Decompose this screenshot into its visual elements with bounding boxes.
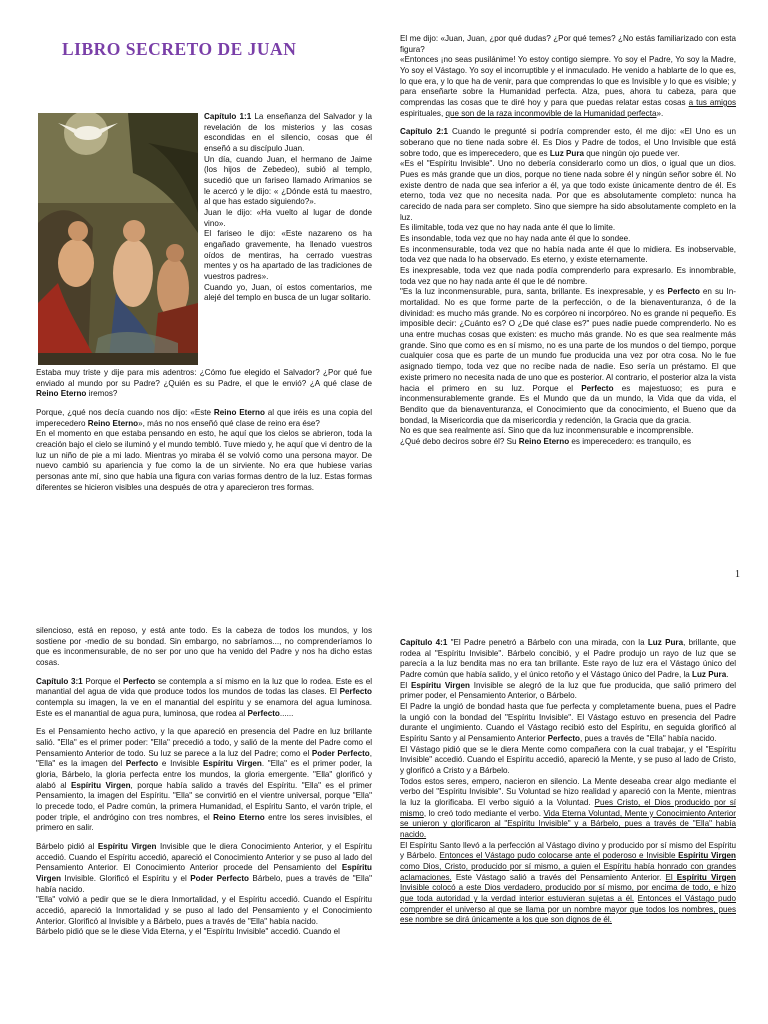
chapter-1-intro <box>204 112 372 304</box>
right-column-page-1 <box>400 34 736 448</box>
paragraph: Porque, ¿qué nos decía cuando nos dijo: «Este Reino Eterno al que iréis es una copia del imperecedero Reino Eterno», más no nos enseñó qué clase de reino era ése? <box>36 408 372 428</box>
page-number: 1 <box>735 569 740 580</box>
paragraph: Es el Pensamiento hecho activo, y la que apareció en presencia del Padre en luz brillante salió. "Ella" es el primer poder: "Ella" precedió a todo, y salió de la mente del Padre como el Pensamiento Anterior de todo. Su luz se parece a la luz del Padre; como el Poder Perfecto, "Ella" es la imagen del Perfecto e Invisible Espíritu Virgen. "Ella" es el primer poder, la gloria, Bárbelo, la gloria perfecta entre los mundos, la gloria emergente. "Ella" glorificó y alabó al Espíritu Virgen, porque había salido a través del Espíritu. "Ella" es el primer Pensamiento, la imagen del Espíritu. "Ella" se convirtió en el vientre universal, porque "Ella" lo precede todo, el Padre común, la primera Humanidad, el Espíritu Santo, el varón triple, el poder triple, el andrógino con tres nombres, el Reino Eterno entre los seres invisibles, el primero en salir. <box>36 727 373 833</box>
paragraph: Cuando yo, Juan, oí estos comentarios, me alejé del templo en busca de un lugar solitario. <box>204 282 372 303</box>
right-column-page-2 <box>400 638 736 926</box>
paragraph: Capítulo 4:1 "El Padre penetró a Bárbelo con una mirada, con la Luz Pura, brillante, que rodea al "Espíritu Invisible". Bárbelo concibió, y el Padre produjo un rayo de luz que se parecía a la luz bendita mas no era tan brillante. Este rayo de luz era el Vástago único del Padre común que había salido, y el único retoño y el Vástago único del Padre, la Luz Pura. <box>400 638 736 680</box>
left-column-page-1 <box>36 368 372 493</box>
document-title: LIBRO SECRETO DE JUAN <box>62 39 297 59</box>
paragraph: "Es la luz inconmensurable, pura, santa, brillante. Es inexpresable, y es Perfecto en su In-mortalidad. No es que forme parte de la perfección, o de la bienaventuranza, ó de la divinidad: es mucho más grande. No es corpóreo ni incorpóreo. No es grande ni pequeño. Es imposible decir: ¿Cuánto es? O ¿De qué clase es?" pues nadie puede comprenderlo. No es una entre muchas cosas que existen: es mucho más grande. No es que sea realmente más grande. Sino que como es en sí mismo, no es una parte de los mundos o del tiempo, porque cualquier cosa que es parte de un mundo fue producida una vez por otra cosa. No le fue asignado tiempo, toda vez que no recibe nada de nadie. Eso sería un préstamo. El que existe primero no necesita nada de uno que es posterior. Al contrario, el posterior alza la vista hacia el primero en su luz. Porque el Perfecto es majestuoso; es pura e inconmensurablemente grande. Es el Mundo que da un mundo, la Vida que da vida, el Bendito que da bienaventuranza, el Conocimiento que da conocimiento, el Bueno que da bondad, la Misericordia que da misericordia y redención, la Gracia que da gracia. <box>400 287 736 425</box>
paragraph: El me dijo: «Juan, Juan, ¿por qué dudas? ¿Por qué temes? ¿No estás familiarizado con esta figura? <box>400 34 736 54</box>
painting-image <box>38 113 198 365</box>
paragraph: No es que sea realmente así. Sino que da luz inconmensurable e incomprensible. <box>400 426 694 436</box>
paragraph: Es inconmensurable, toda vez que no había nada ante él que lo midiera. Es inobservable, toda vez que nada lo ha observado. Es eterno, y existe eternamente. <box>400 244 736 265</box>
paragraph <box>204 112 372 155</box>
paragraph: El Vástago pidió que se le diera Mente como compañera con la cual trabajar, y el "Espíritu Invisible" accedió. Cuando el Espíritu accedió, apareció la Mente, y se puso al lado de Cristo, y glorificó a Cristo y a Bárbelo. <box>400 744 736 776</box>
paragraph: "Ella" volvió a pedir que se le diera Inmortalidad, y el Espíritu accedió. Cuando el Espíritu accedió, apareció la Inmortalidad y se puso al lado del Pensamiento y el Conocimiento Anterior. Glorificó al Invisible y a Bárbelo, pues a través de "Ella" había nacido. <box>36 895 372 926</box>
paragraph: Bárbelo pidió al Espíritu Virgen Invisible que le diera Conocimiento Anterior, y el Espíritu accedió. Cuando el Espíritu accedió, apareció el Conocimiento Anterior y se puso al lado del Pensamiento Anterior. El Conocimiento Anterior procede del Pensamiento del Espíritu Virgen Invisible. Glorificó el Espíritu y el Poder Perfecto Bárbelo, pues a través de "Ella" había nacido. <box>36 842 373 894</box>
dove-icon <box>74 126 102 140</box>
paragraph: Es ilimitable, toda vez que no hay nada ante él que lo limite. <box>400 223 616 233</box>
paragraph: Es insondable, toda vez que no hay nada ante él que lo sondee. <box>400 234 631 244</box>
baptism-painting <box>38 113 198 365</box>
chapter-heading: Capítulo 3:1 <box>36 676 83 686</box>
paragraph: Es inexpresable, toda vez que nada podía comprenderlo para expresarlo. Es innombrable, toda vez que no hay nada ante él que le dé nombre. <box>400 266 736 286</box>
paragraph: Bárbelo pidió que se le diese Vida Eterna, y el "Espíritu Invisible" accedió. Cuando el <box>36 927 340 937</box>
paragraph: Capítulo 3:1 Porque el Perfecto se contempla a sí mismo en la luz que lo rodea. Este es el manantial del agua de vida que produce todos los mundos de todas las clases. El Perfecto contempla su imagen, la ve en el manantial del espíritu y se enamora del agua luminosa. Este es el manantial de agua pura, luminosa, que rodea al Perfecto...... <box>36 676 372 718</box>
paragraph: Capítulo 2:1 Cuando le pregunté si podría comprender esto, él me dijo: «El Uno es un soberano que no tiene nada sobre él. Es Dios y Padre de todos, el Uno Invisible que está sobre todo, que es imperecedero, que es Luz Pura que ningún ojo puede ver. <box>400 127 736 158</box>
paragraph: El fariseo le dijo: «Este nazareno os ha engañado gravemente, ha llenado vuestros oídos de mentiras, ha cerrado vuestras mentes y os ha apartado de las tradiciones de vuestros padres». <box>204 229 372 282</box>
paragraph: Estaba muy triste y dije para mis adentros: ¿Cómo fue elegido el Salvador? ¿Por qué fue enviado al mundo por su Padre? ¿Quién es su Padre, el que le envió? ¿A qué clase de Reino Eterno iremos? <box>36 368 372 399</box>
paragraph: El Padre la ungió de bondad hasta que fue perfecta y completamente buena, pues el Padre la ungió con la bondad del "Espíritu Invisible". El Vástago estuvo en presencia del Padre durante el ungimiento. Cuando el Vástago recibió esto del Espíritu, en seguida glorificó al Espíritu Santo y al Pensamiento Anterior Perfecto, pues a través de "Ella" había nacido. <box>400 702 736 744</box>
paragraph: Un día, cuando Juan, el hermano de Jaime (los hijos de Zebedeo), subió al templo, sucedió que un fariseo llamado Arimanios se le acercó y le dijo: « ¿Dónde está tu maestro, al que has estado siguiendo?». <box>204 154 372 207</box>
paragraph: ¿Qué debo deciros sobre él? Su Reino Eterno es imperecedero: es tranquilo, es <box>400 436 692 446</box>
chapter-heading: Capítulo 2:1 <box>400 127 449 137</box>
left-column-page-2 <box>36 626 372 938</box>
document-page-2 <box>0 600 768 1024</box>
paragraph: Juan le dijo: «Ha vuelto al lugar de donde vino». <box>204 208 372 228</box>
paragraph: silencioso, está en reposo, y está ante todo. Es la cabeza de todos los mundos, y los sostiene por -medio de su bondad. Sin embargo, no sabríamos..., no comprenderíamos lo que es inconmensurable, de no ser por uno que ha venido del Padre y nos ha dicho estas cosas. <box>36 626 372 668</box>
paragraph: Todos estos seres, empero, nacieron en silencio. La Mente deseaba crear algo mediante el verbo del "Espíritu Invisible". Su Voluntad se hizo realidad y apareció con la Mente, mientras la luz la glorificaba. El verbo siguió a la Voluntad. Pues Cristo, el Dios producido por sí mismo, lo creó todo mediante el verbo. Vida Eterna Voluntad, Mente y Conocimiento Anterior se unieron y glorificaron al "Espíritu Invisible" y a Bárbelo, pues a través de "Ella" había nacido. <box>400 776 737 840</box>
chapter-heading: Capítulo 1:1 <box>204 112 252 121</box>
paragraph: El Espíritu Virgen Invisible se alegró de la luz que fue producida, que salió primero del primer poder, el Pensamiento Anterior, o Bárbelo. <box>400 680 737 701</box>
paragraph: En el momento en que estaba pensando en esto, he aquí que los cielos se abrieron, toda la creación bajo el cielo se iluminó y el mundo tembló. Tuve miedo y, he aquí que vi dentro de la luz un niño de pie a mi lado. Mientras yo miraba él se volvió como una persona mayor. De nuevo cambió su apariencia y fue como la de un sirviente. No era que hubiese varias personas ante mí, sino que había una figura con varias formas dentro de la luz. Estas formas diferentes se hicieron visibles una después de otra y aparecieron tres formas. <box>36 429 372 492</box>
paragraph: «Entonces ¡no seas pusilánime! Yo estoy contigo siempre. Yo soy el Padre, Yo soy la Madre, Yo soy el Vástago. Yo soy el incorruptible y el inmaculado. He venido a hablarte de lo que es, lo que era, y lo que ha de venir, para que comprendas lo que es Invisible y lo que es visible; y para enseñarte sobre la Humanidad perfecta. Alza, pues, ahora tu cabeza, para que comprendas las cosas que te diré hoy y para que puedas relatar estas cosas a tus amigos espirituales, que son de la raza inconmovible de la Humanidad perfecta». <box>400 55 737 118</box>
chapter-heading: Capítulo 4:1 <box>400 638 448 647</box>
paragraph: El Espíritu Santo llevó a la perfección al Vástago divino y producido por sí mismo del Espíritu y Bárbelo. Entonces el Vástago pudo colocarse ante el poderoso e Invisible Espíritu Virgen como Dios, Cristo, producido por sí mismo, a quien el Espíritu había honrado con grandes aclamaciones. Este Vástago salió a través del Pensamiento Anterior. El Espíritu Virgen Invisible colocó a este Dios verdadero, producido por sí mismo, por encima de todo, e hizo que toda autoridad y la verdad interior estuvieran sujetas a él. Entonces el Vástago pudo comprender el universo al que se llama por un nombre mayor que todos los nombres, pues ese nombre se dirá únicamente a los que son dignos de él. <box>400 840 736 925</box>
paragraph: «Es el "Espíritu Invisible". Uno no debería considerarlo como un dios, o igual que un dios. Pues es más grande que un dios, porque no tiene nada sobre él y ningún señor sobre él. No existe dentro de nada que sea inferior a él, ya que todo existe únicamente dentro de él. Es eterno, toda vez que no necesita nada. Por que es absolutamente completo: nunca ha carecido de nada para ser completo. Sino que siempre ha sido absolutamente completo en la luz. <box>400 159 736 222</box>
paragraph-text: La enseñanza del Salvador y la revelación de los misterios y las cosas escondidas en el silencio, cosas que él enseñó a su discípulo Juan. <box>204 112 372 154</box>
